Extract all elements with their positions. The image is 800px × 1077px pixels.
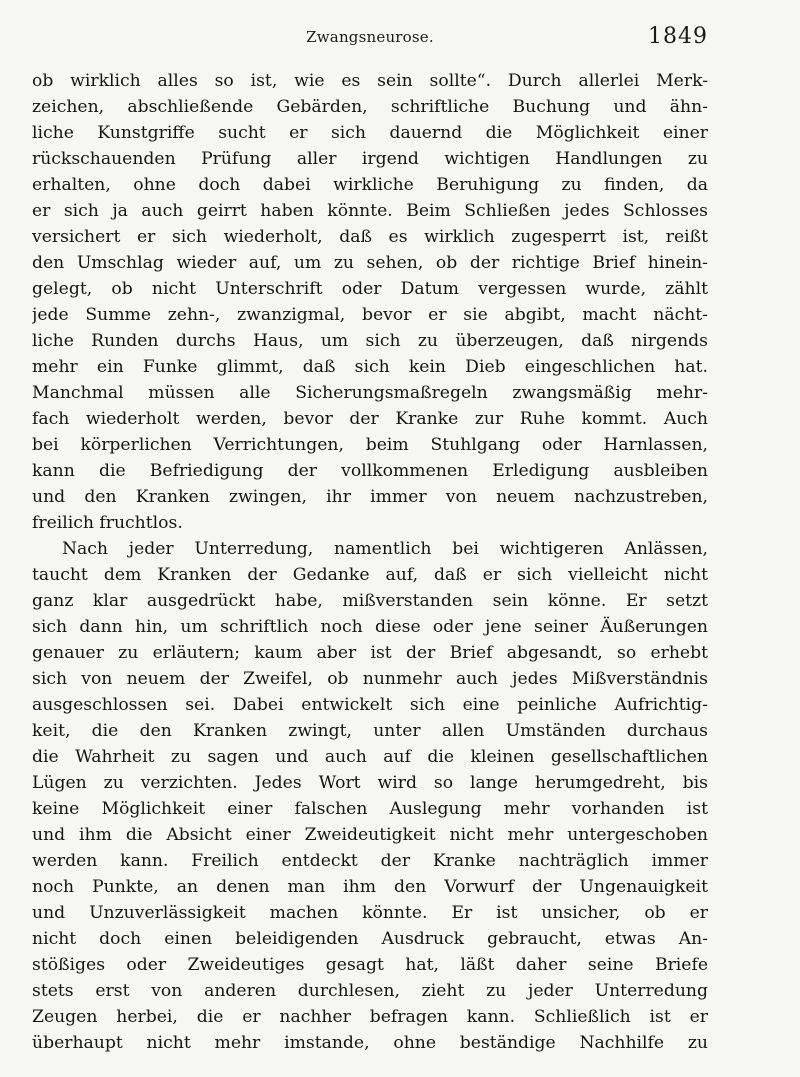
text-line: Lügen zu verzichten. Jedes Wort wird so lange herumgedreht, bis [32,773,708,793]
text-line: keit, die den Kranken zwingt, unter allen Umständen durchaus [32,721,708,741]
text-line: werden kann. Freilich entdeckt der Kranke nachträglich immer [32,851,708,871]
text-line: den Umschlag wieder auf, um zu sehen, ob der richtige Brief hinein- [32,253,708,273]
text-line: mehr ein Funke glimmt, daß sich kein Dieb eingeschlichen hat. [32,357,708,377]
text-line: stets erst von anderen durchlesen, zieht zu jeder Unterredung [32,981,708,1001]
text-line: Zeugen herbei, die er nachher befragen kann. Schließlich ist er [32,1007,708,1027]
text-line: sich von neuem der Zweifel, ob nunmehr auch jedes Mißverständnis [32,669,708,689]
text-line: genauer zu erläutern; kaum aber ist der Brief abgesandt, so erhebt [32,643,708,663]
paragraph [32,536,708,1056]
text-line: er sich ja auch geirrt haben könnte. Beim Schließen jedes Schlosses [32,201,708,221]
text-line: gelegt, ob nicht Unterschrift oder Datum vergessen wurde, zählt [32,279,708,299]
text-line: und ihm die Absicht einer Zweideutigkeit nicht mehr untergeschoben [32,825,708,845]
page-number: 1849 [648,24,708,49]
text-line: stößiges oder Zweideutiges gesagt hat, läßt daher seine Briefe [32,955,708,975]
text-line: und den Kranken zwingen, ihr immer von neuem nachzustreben, [32,487,708,507]
text-line: liche Kunstgriffe sucht er sich dauernd die Möglichkeit einer [32,123,708,143]
page-header [32,24,708,56]
text-line: sich dann hin, um schriftlich noch diese oder jene seiner Äußerungen [32,617,708,637]
text-line: die Wahrheit zu sagen und auch auf die kleinen gesellschaftlichen [32,747,708,767]
text-line: keine Möglichkeit einer falschen Auslegung mehr vorhanden ist [32,799,708,819]
text-line: ausgeschlossen sei. Dabei entwickelt sich eine peinliche Aufrichtig- [32,695,708,715]
text-line: taucht dem Kranken der Gedanke auf, daß er sich vielleicht nicht [32,565,708,585]
running-title: Zwangsneurose. [306,28,434,46]
text-line: liche Runden durchs Haus, um sich zu überzeugen, daß nirgends [32,331,708,351]
text-line: rückschauenden Prüfung aller irgend wichtigen Handlungen zu [32,149,708,169]
text-line: ob wirklich alles so ist, wie es sein sollte“. Durch allerlei Merk- [32,71,708,91]
text-line: überhaupt nicht mehr imstande, ohne beständige Nachhilfe zu [32,1033,708,1053]
text-line: Manchmal müssen alle Sicherungsmaßregeln zwangsmäßig mehr- [32,383,708,403]
text-line: zeichen, abschließende Gebärden, schriftliche Buchung und ähn- [32,97,708,117]
body-text [32,68,708,1056]
text-line: kann die Befriedigung der vollkommenen Erledigung ausbleiben [32,461,708,481]
text-line: fach wiederholt werden, bevor der Kranke zur Ruhe kommt. Auch [32,409,708,429]
text-line: und Unzuverlässigkeit machen könnte. Er ist unsicher, ob er [32,903,708,923]
paragraph [32,68,708,536]
text-line: jede Summe zehn-, zwanzigmal, bevor er sie abgibt, macht nächt- [32,305,708,325]
text-line: ganz klar ausgedrückt habe, mißverstanden sein könne. Er setzt [32,591,708,611]
text-line: freilich fruchtlos. [32,513,183,533]
text-line: erhalten, ohne doch dabei wirkliche Beruhigung zu finden, da [32,175,708,195]
text-line: bei körperlichen Verrichtungen, beim Stuhlgang oder Harnlassen, [32,435,708,455]
text-line: noch Punkte, an denen man ihm den Vorwurf der Ungenauigkeit [32,877,708,897]
text-line: versichert er sich wiederholt, daß es wirklich zugesperrt ist, reißt [32,227,708,247]
text-line: Nach jeder Unterredung, namentlich bei wichtigeren Anlässen, [62,539,708,559]
text-line: nicht doch einen beleidigenden Ausdruck gebraucht, etwas An- [32,929,708,949]
